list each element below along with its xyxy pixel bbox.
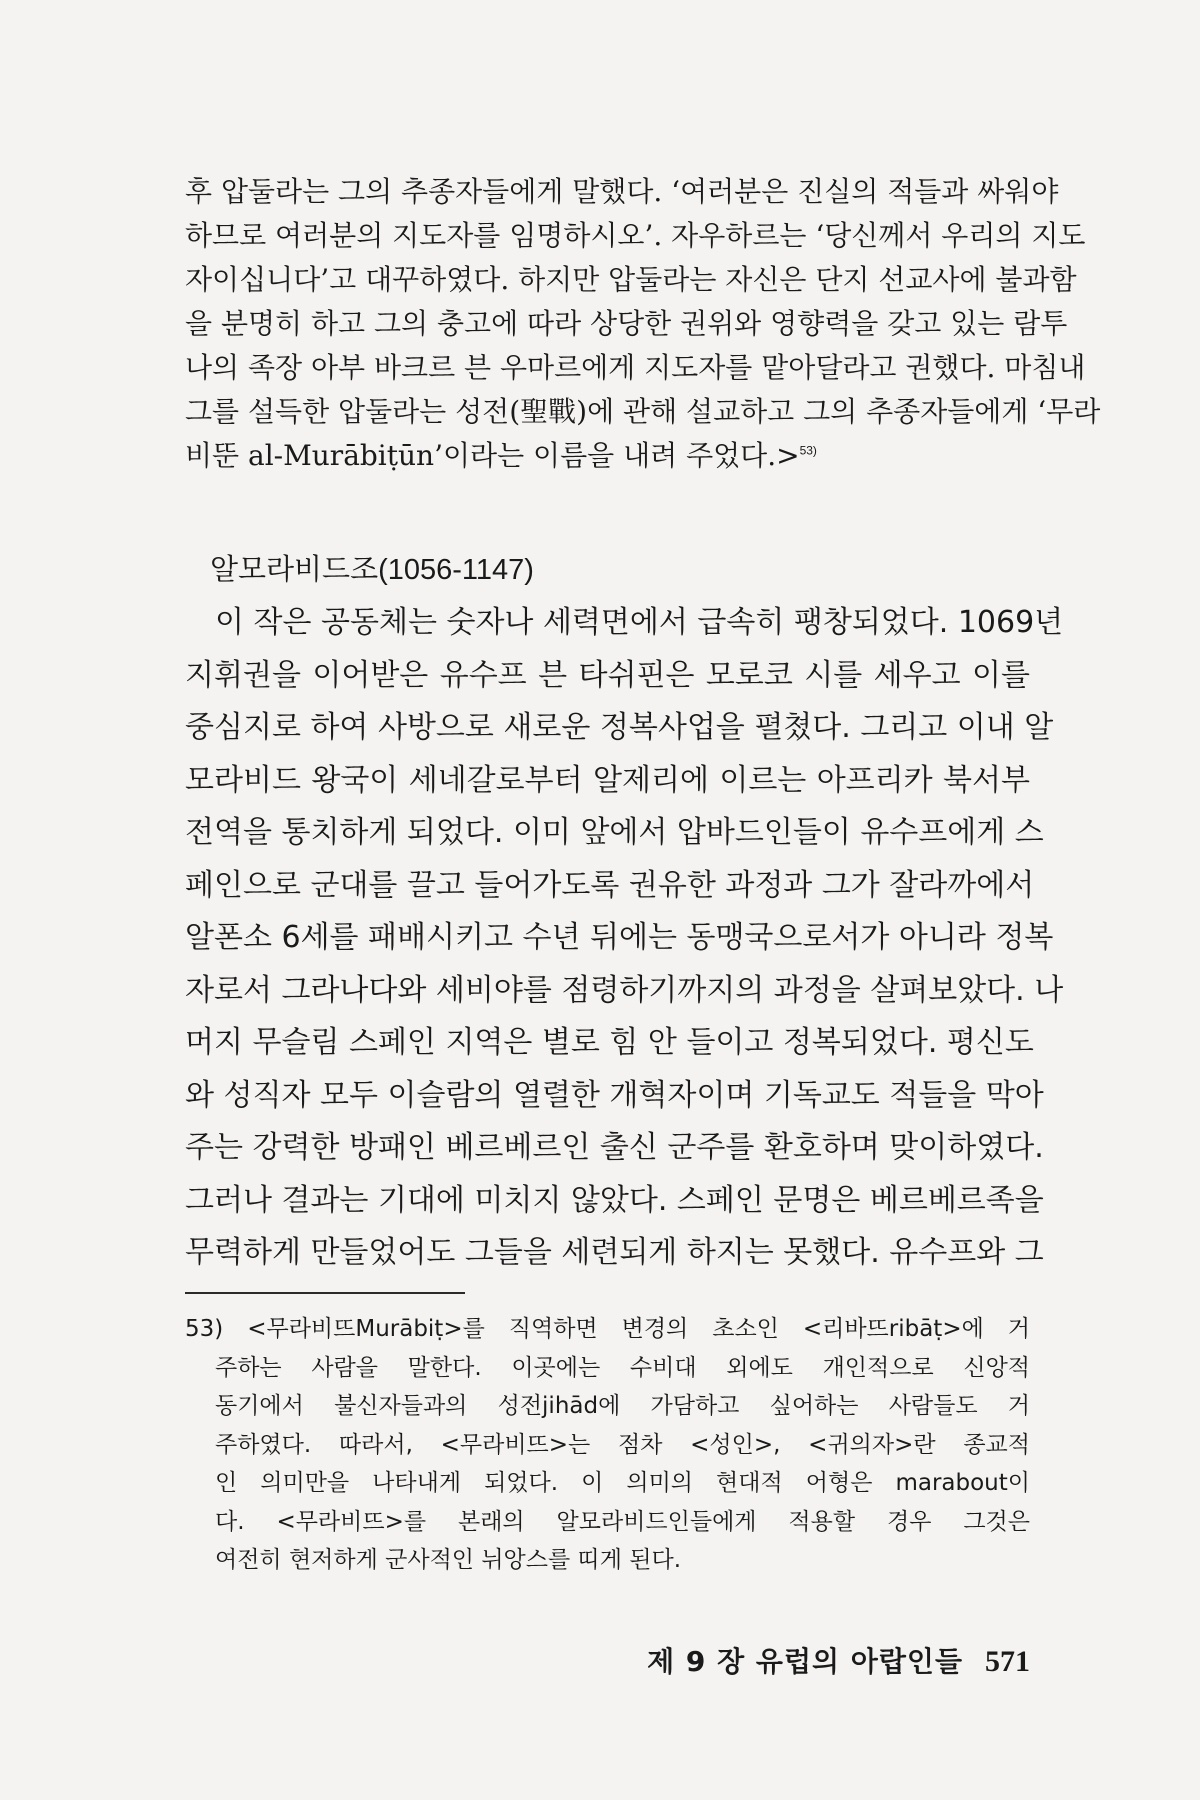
paragraph-line: 전역을 통치하게 되었다. 이미 앞에서 압바드인들이 유수프에게 스 (185, 815, 1044, 850)
running-footer (647, 1640, 1030, 1680)
paragraph-line: 자이십니다’고 대꾸하였다. 하지만 압둘라는 자신은 단지 선교사에 불과함 (185, 263, 1077, 296)
page-number: 571 (985, 1645, 1030, 1678)
paragraph-line-text: 비뚠 al-Murābiṭūn’이라는 이름을 내려 주었다.> (185, 439, 800, 472)
footnote-line: 동기에서 불신자들과의 성전jihād에 가담하고 싶어하는 사람들도 거 (215, 1393, 1030, 1419)
footnote-divider (185, 1292, 465, 1294)
footnote-line: 인 의미만을 나타내게 되었다. 이 의미의 현대적 어형은 marabout이 (215, 1470, 1030, 1496)
paragraph-line: 을 분명히 하고 그의 충고에 따라 상당한 권위와 영향력을 갖고 있는 람투 (185, 307, 1068, 340)
paragraph-last-line (185, 434, 1030, 478)
paragraph-line: 자로서 그라나다와 세비야를 점령하기까지의 과정을 살펴보았다. 나 (185, 972, 1064, 1008)
section-heading: 알모라비드조(1056-1147) (210, 554, 534, 586)
footnote-line: 53) <무라비뜨Murābiṭ>를 직역하면 변경의 초소인 <리바뜨ribāṭ>에 거 (185, 1316, 1030, 1342)
footnote-line: 다. <무라비뜨>를 본래의 알모라비드인들에게 적용할 경우 그것은 (215, 1508, 1030, 1535)
footnote-reference: 53) (799, 443, 817, 458)
paragraph-line: 모라비드 왕국이 세네갈로부터 알제리에 이르는 아프리카 북서부 (185, 762, 1030, 798)
paragraph-line: 머지 무슬림 스페인 지역은 별로 힘 안 들이고 정복되었다. 평신도 (185, 1025, 1034, 1060)
paragraph-line: 후 압둘라는 그의 추종자들에게 말했다. ‘여러분은 진실의 적들과 싸워야 (185, 175, 1059, 208)
paragraph-line: 이 작은 공동체는 숫자나 세력면에서 급속히 팽창되었다. 1069년 (215, 605, 1064, 640)
footnote-line: 여전히 현저하게 군사적인 뉘앙스를 띠게 된다. (215, 1547, 682, 1573)
paragraph-line: 중심지로 하여 사방으로 새로운 정복사업을 펼쳤다. 그리고 이내 알 (185, 710, 1054, 745)
paragraph-line: 그러나 결과는 기대에 미치지 않았다. 스페인 문명은 베르베르족을 (185, 1182, 1044, 1218)
paragraph-line: 나의 족장 아부 바크르 븐 우마르에게 지도자를 맡아달라고 권했다. 마침내 (185, 351, 1086, 384)
footnote-line: 주하였다. 따라서, <무라비뜨>는 점차 <성인>, <귀의자>란 종교적 (215, 1431, 1030, 1458)
paragraph-line: 주는 강력한 방패인 베르베르인 출신 군주를 환호하며 맞이하였다. (185, 1130, 1044, 1165)
footnote-line: 주하는 사람을 말한다. 이곳에는 수비대 외에도 개인적으로 신앙적 (215, 1354, 1030, 1381)
paragraph-line: 그를 설득한 압둘라는 성전(聖戰)에 관해 설교하고 그의 추종자들에게 ‘무라 (185, 395, 1101, 428)
paragraph-line: 지휘권을 이어받은 유수프 븐 타쉬핀은 모로코 시를 세우고 이를 (185, 657, 1030, 693)
top-paragraph (185, 170, 1101, 478)
main-paragraph (185, 597, 1064, 1280)
paragraph-line: 알폰소 6세를 패배시키고 수년 뒤에는 동맹국으로서가 아니라 정복 (185, 920, 1054, 955)
paragraph-line: 하므로 여러분의 지도자를 임명하시오’. 자우하르는 ‘당신께서 우리의 지도 (185, 219, 1086, 252)
paragraph-line: 무력하게 만들었어도 그들을 세련되게 하지는 못했다. 유수프와 그 (185, 1235, 1044, 1270)
footnote-block (185, 1310, 1030, 1580)
paragraph-line: 페인으로 군대를 끌고 들어가도록 권유한 과정과 그가 잘라까에서 (185, 867, 1035, 903)
paragraph-line: 와 성직자 모두 이슬람의 열렬한 개혁자이며 기독교도 적들을 막아 (185, 1077, 1044, 1113)
chapter-title: 제 9 장 유럽의 아랍인들 (647, 1645, 963, 1678)
